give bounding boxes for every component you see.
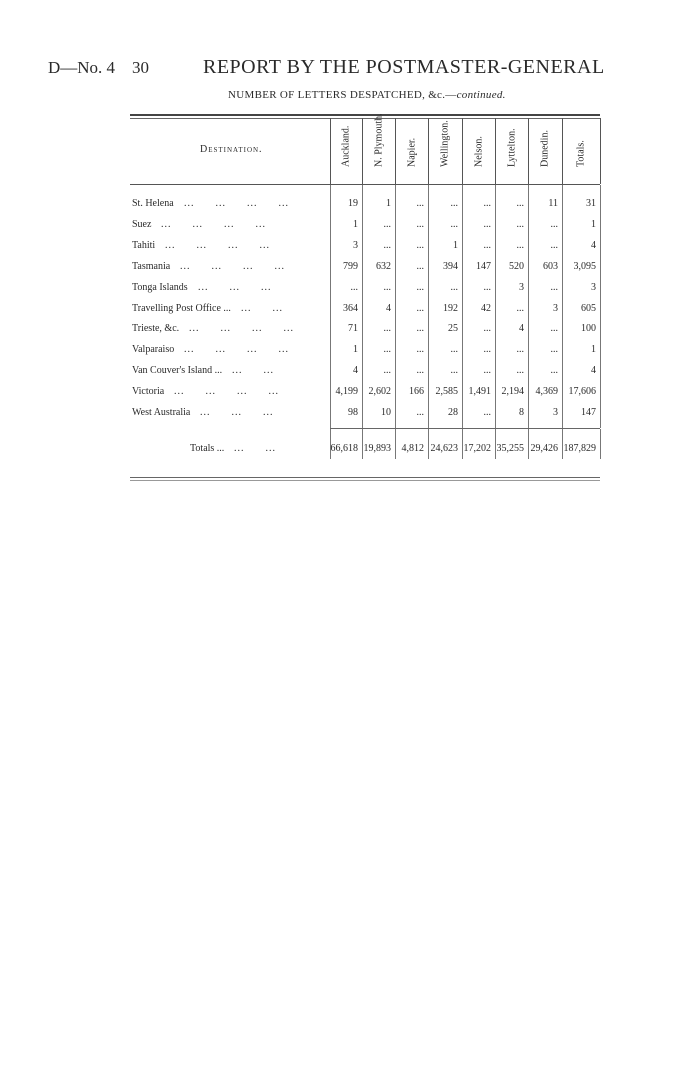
table-cell: ... (450, 365, 458, 376)
doc-reference: D—No. 4 (48, 58, 116, 77)
table-row (130, 386, 600, 406)
table-cell: ... (483, 219, 491, 230)
table-cell: 799 (343, 261, 358, 272)
table-cell: 4,812 (401, 443, 424, 454)
table-cell: 71 (348, 323, 358, 334)
table-cell: 147 (581, 407, 596, 418)
table-top-rule (130, 114, 600, 116)
table-cell: ... (416, 365, 424, 376)
table-cell: 603 (543, 261, 558, 272)
table-cell: ... (483, 323, 491, 334)
column-header (562, 122, 600, 180)
table-cell: 17,606 (568, 386, 596, 397)
row-leader-dots: ... ... (241, 303, 283, 314)
table-cell: 632 (376, 261, 391, 272)
table-cell: 192 (443, 303, 458, 314)
table-cell: ... (383, 219, 391, 230)
column-header (330, 122, 362, 180)
table-cell: 19,893 (363, 443, 391, 454)
totals-column-divider (395, 429, 396, 459)
table-cell: 2,585 (435, 386, 458, 397)
row-label: Trieste, &c. (132, 323, 180, 334)
column-divider (362, 185, 363, 428)
table-cell: ... (516, 240, 524, 251)
table-cell: ... (483, 240, 491, 251)
row-leader-dots: ... ... ... (200, 407, 274, 418)
table-cell: ... (416, 198, 424, 209)
column-divider (462, 185, 463, 428)
table-cell: ... (416, 282, 424, 293)
table-cell: 28 (448, 407, 458, 418)
column-header (395, 122, 428, 180)
table-bottom-rule-thin (130, 480, 600, 481)
table-cell: 24,623 (430, 443, 458, 454)
table-cell: 187,829 (563, 443, 596, 454)
totals-column-divider (330, 429, 331, 459)
column-header (528, 122, 562, 180)
table-cell: ... (416, 261, 424, 272)
column-header-label: Wellington. (439, 120, 451, 167)
totals-column-divider (362, 429, 363, 459)
row-leader-dots: ... ... ... (198, 282, 272, 293)
table-cell: 4,369 (535, 386, 558, 397)
totals-column-divider (428, 429, 429, 459)
table-cell: 19 (348, 198, 358, 209)
row-label: Victoria (132, 386, 165, 397)
table-cell: 4,199 (335, 386, 358, 397)
column-header (362, 113, 395, 180)
table-subtitle (228, 89, 506, 101)
row-leader-dots: ... ... ... ... (165, 240, 270, 251)
column-header-label: Napier. (406, 137, 417, 167)
table-cell: ... (416, 240, 424, 251)
table-cell: 364 (343, 303, 358, 314)
table-cell: ... (416, 219, 424, 230)
table-cell: ... (383, 365, 391, 376)
table-bottom-rule (130, 477, 600, 478)
column-header (462, 122, 495, 180)
table-cell: 2,194 (501, 386, 524, 397)
totals-column-divider (495, 429, 496, 459)
table-cell: 42 (481, 303, 491, 314)
table-cell: ... (550, 282, 558, 293)
table-row (130, 365, 600, 385)
row-leader-dots: ... ... ... ... (184, 344, 289, 355)
table-cell: 4 (386, 303, 391, 314)
table-cell: ... (550, 365, 558, 376)
column-header (428, 122, 462, 180)
table-cell: ... (483, 282, 491, 293)
table-cell: 3 (591, 282, 596, 293)
column-divider (562, 185, 563, 428)
table-cell: 4 (353, 365, 358, 376)
table-cell: 66,618 (330, 443, 358, 454)
column-header-label: Dunedin. (539, 130, 551, 167)
row-leader-dots: ... ... ... ... (180, 261, 285, 272)
table-cell: 1 (591, 344, 596, 355)
row-label: Tasmania (132, 261, 171, 272)
table-cell: ... (550, 323, 558, 334)
table-cell: 8 (519, 407, 524, 418)
column-header-label: N. Plymouth. (373, 113, 384, 167)
totals-rule (330, 428, 600, 429)
page-number: 30 (132, 58, 149, 77)
table-cell: 4 (591, 240, 596, 251)
table-cell: ... (550, 219, 558, 230)
table-cell: 147 (476, 261, 491, 272)
table-cell: ... (350, 282, 358, 293)
row-leader-dots: ... ... ... ... (189, 323, 294, 334)
table-cell: 2,602 (368, 386, 391, 397)
table-cell: ... (416, 303, 424, 314)
table-cell: ... (483, 365, 491, 376)
table-cell: 4 (519, 323, 524, 334)
table-cell: 98 (348, 407, 358, 418)
table-row (130, 303, 600, 323)
table-cell: ... (516, 344, 524, 355)
table-cell: 29,426 (530, 443, 558, 454)
table-cell: 11 (548, 198, 558, 209)
table-cell: ... (450, 344, 458, 355)
destination-header: Destination. (200, 144, 263, 155)
row-leader-dots: ... ... ... ... (184, 198, 289, 209)
table-cell: ... (416, 323, 424, 334)
table-cell: 1 (453, 240, 458, 251)
table-cell: ... (516, 303, 524, 314)
table-cell: ... (516, 219, 524, 230)
row-label: Travelling Post Office ... (132, 303, 231, 314)
table-row (130, 344, 600, 364)
table-cell: ... (516, 365, 524, 376)
row-leader-dots: ... ... (234, 443, 276, 454)
row-label: Valparaiso (132, 344, 175, 355)
table-cell: ... (383, 240, 391, 251)
table-cell: 605 (581, 303, 596, 314)
table-cell: 17,202 (463, 443, 491, 454)
row-label: Van Couver's Island ... (132, 365, 223, 376)
table-cell: ... (550, 344, 558, 355)
table-cell: 3 (553, 407, 558, 418)
table-cell: 166 (409, 386, 424, 397)
table-cell: ... (416, 407, 424, 418)
table-cell: ... (550, 240, 558, 251)
table-cell: 1,491 (468, 386, 491, 397)
row-label: Totals ... (190, 443, 225, 454)
table-cell: 100 (581, 323, 596, 334)
table-cell: 4 (591, 365, 596, 376)
table-top-rule-thin (130, 118, 600, 119)
table-cell: 3 (353, 240, 358, 251)
row-label: Tahiti (132, 240, 156, 251)
table-cell: ... (516, 198, 524, 209)
table-row (130, 198, 600, 218)
column-divider (600, 185, 601, 428)
table-cell: 1 (386, 198, 391, 209)
table-cell: 31 (586, 198, 596, 209)
table-row (130, 323, 600, 343)
row-leader-dots: ... ... (232, 365, 274, 376)
table-cell: 520 (509, 261, 524, 272)
table-row (130, 219, 600, 239)
row-leader-dots: ... ... ... ... (161, 219, 266, 230)
totals-column-divider (462, 429, 463, 459)
table-cell: ... (383, 344, 391, 355)
table-cell: ... (450, 282, 458, 293)
table-row (130, 240, 600, 260)
table-cell: 1 (591, 219, 596, 230)
column-header-label: Auckland. (340, 125, 352, 167)
row-leader-dots: ... ... ... ... (174, 386, 279, 397)
totals-row (130, 443, 600, 463)
row-label: Suez (132, 219, 152, 230)
column-divider (528, 185, 529, 428)
totals-column-divider (528, 429, 529, 459)
table-cell: 25 (448, 323, 458, 334)
column-divider (495, 185, 496, 428)
row-label: Tonga Islands (132, 282, 188, 293)
table-cell: ... (483, 198, 491, 209)
row-label: West Australia (132, 407, 191, 418)
table-cell: ... (383, 323, 391, 334)
column-divider (395, 185, 396, 428)
table-row (130, 282, 600, 302)
table-row (130, 407, 600, 427)
table-cell: 1 (353, 219, 358, 230)
table-cell: ... (450, 198, 458, 209)
table-cell: ... (483, 407, 491, 418)
column-header (495, 122, 528, 180)
table-cell: 10 (381, 407, 391, 418)
totals-column-divider (562, 429, 563, 459)
header-bottom-rule (130, 184, 600, 185)
table-cell: 3 (519, 282, 524, 293)
totals-column-divider (600, 429, 601, 459)
subtitle-main: NUMBER OF LETTERS DESPATCHED, &c.— (228, 89, 457, 101)
table-cell: ... (450, 219, 458, 230)
page-title: REPORT BY THE POSTMASTER-GENERAL (203, 56, 605, 78)
table-cell: ... (383, 282, 391, 293)
column-header-label: Totals. (575, 140, 587, 167)
subtitle-continued: continued. (456, 89, 506, 101)
column-header-label: Lyttelton. (506, 128, 517, 167)
table-cell: 394 (443, 261, 458, 272)
column-header-label: Nelson. (473, 136, 484, 167)
table-cell: 1 (353, 344, 358, 355)
table-cell: 3 (553, 303, 558, 314)
column-divider (330, 185, 331, 428)
table-cell: 35,255 (496, 443, 524, 454)
table-cell: ... (416, 344, 424, 355)
table-row (130, 261, 600, 281)
row-label: St. Helena (132, 198, 174, 209)
header-column-divider (600, 118, 601, 184)
column-divider (428, 185, 429, 428)
table-cell: ... (483, 344, 491, 355)
table-cell: 3,095 (573, 261, 596, 272)
